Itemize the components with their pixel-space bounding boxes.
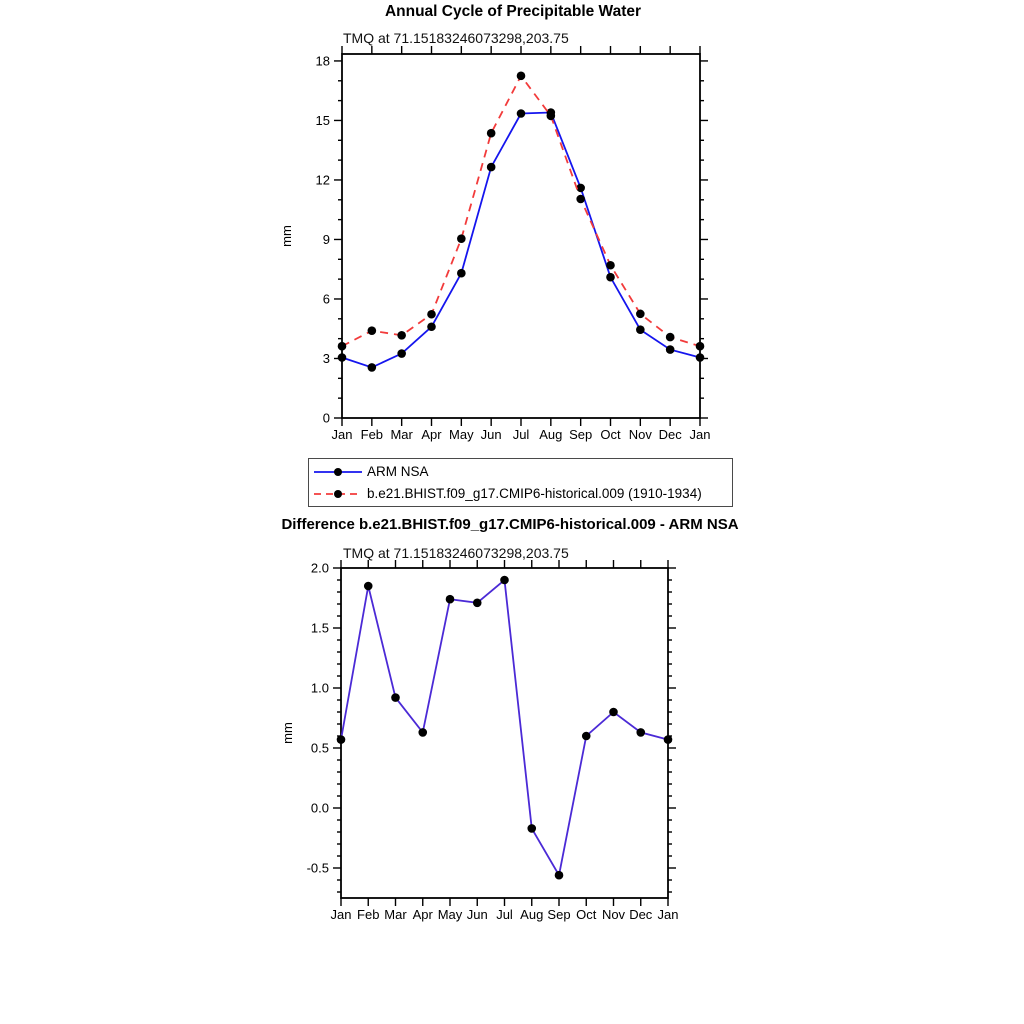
y-tick-label: 1.0: [310, 680, 329, 696]
data-point-marker: [606, 273, 615, 282]
axes: [334, 46, 708, 426]
x-tick-label: May: [449, 427, 474, 442]
y-tick-label: 18: [315, 53, 330, 69]
data-point-marker: [576, 184, 585, 193]
y-tick-label: 1.5: [310, 620, 329, 636]
data-point-marker: [368, 326, 377, 335]
data-point-marker: [487, 129, 496, 138]
y-tick-label: 0: [322, 410, 330, 426]
data-point-marker: [696, 353, 705, 362]
legend-swatch-blue-solid-line: [312, 464, 364, 480]
x-tick-label: Jan: [689, 427, 711, 442]
y-tick-label: 0.5: [310, 740, 329, 756]
data-point-marker: [473, 599, 482, 608]
y-tick-label: 3: [322, 350, 330, 366]
x-tick-label: Jan: [657, 907, 679, 922]
data-point-marker: [364, 582, 373, 591]
axes: [333, 560, 676, 906]
series-line: [341, 580, 668, 875]
x-tick-label: Jul: [496, 907, 513, 922]
data-point-marker: [457, 269, 466, 278]
x-tick-label: Oct: [576, 907, 597, 922]
legend-marker-dot: [334, 490, 342, 498]
data-point-marker: [636, 728, 645, 737]
data-point-marker: [576, 195, 585, 204]
x-tick-label: May: [437, 907, 463, 922]
x-tick-label: Feb: [357, 907, 380, 922]
data-point-marker: [500, 576, 509, 585]
series-line: [342, 113, 700, 368]
x-tick-label: Apr: [421, 427, 442, 442]
x-tick-label: Jun: [466, 907, 488, 922]
data-point-marker: [427, 310, 436, 319]
data-point-marker: [397, 331, 406, 340]
data-point-marker: [337, 735, 346, 744]
data-point-marker: [397, 349, 406, 358]
data-point-marker: [368, 363, 377, 372]
legend-swatch-red-dashed-line: [312, 486, 364, 502]
x-tick-label: Nov: [601, 907, 626, 922]
difference-plot: [280, 560, 678, 922]
x-tick-label: Mar: [384, 907, 407, 922]
data-point-marker: [391, 693, 400, 702]
x-tick-label: Aug: [520, 907, 544, 922]
x-tick-label: Oct: [600, 427, 621, 442]
x-tick-label: Jun: [480, 427, 502, 442]
x-tick-label: Apr: [412, 907, 433, 922]
legend-item-model: [309, 483, 732, 505]
x-tick-label: Sep: [547, 907, 571, 922]
series-difference: [337, 576, 673, 880]
data-point-marker: [582, 732, 591, 741]
y-tick-label: -0.5: [306, 860, 329, 876]
data-point-marker: [666, 345, 675, 354]
data-point-marker: [427, 322, 436, 331]
data-point-marker: [338, 342, 347, 351]
data-point-marker: [547, 112, 556, 121]
data-point-marker: [446, 595, 455, 604]
x-tick-label: Jan: [331, 427, 353, 442]
x-tick-label: Feb: [360, 427, 384, 442]
y-tick-label: 6: [322, 291, 330, 307]
data-point-marker: [338, 353, 347, 362]
data-point-marker: [555, 871, 564, 880]
legend-label-model: b.e21.BHIST.f09_g17.CMIP6-historical.009 (1910-1934): [367, 486, 702, 501]
chart2-subtitle: TMQ at 71.15183246073298,203.75: [343, 545, 569, 561]
y-tick-label: 0.0: [310, 800, 329, 816]
data-point-marker: [527, 824, 536, 833]
x-tick-label: Mar: [390, 427, 413, 442]
y-tick-label: 2.0: [310, 560, 329, 576]
data-point-marker: [696, 342, 705, 351]
chart1-title: Annual Cycle of Precipitable Water: [384, 3, 642, 20]
y-tick-label: 15: [315, 112, 330, 128]
x-tick-label: Dec: [658, 427, 682, 442]
x-tick-label: Jul: [512, 427, 530, 442]
data-point-marker: [418, 728, 427, 737]
y-axis-title: mm: [280, 722, 295, 744]
chart2-title: Difference b.e21.BHIST.f09_g17.CMIP6-historical.009 - ARM NSA: [281, 516, 739, 533]
data-point-marker: [457, 234, 466, 243]
data-point-marker: [636, 325, 645, 334]
legend-label-arm-nsa: ARM NSA: [367, 464, 429, 479]
data-point-marker: [517, 72, 526, 81]
data-point-marker: [606, 261, 615, 270]
data-point-marker: [609, 708, 618, 717]
data-point-marker: [666, 333, 675, 342]
series-arm-nsa: [338, 108, 705, 371]
x-tick-label: Aug: [539, 427, 563, 442]
legend-marker-dot: [334, 468, 342, 476]
y-axis-title: mm: [279, 225, 294, 247]
data-point-marker: [517, 109, 526, 118]
data-point-marker: [487, 163, 496, 172]
x-tick-label: Nov: [628, 427, 652, 442]
chart1-subtitle: TMQ at 71.15183246073298,203.75: [343, 30, 569, 46]
axis-labels: [279, 53, 710, 442]
legend-item-arm-nsa: [309, 461, 732, 483]
annual-cycle-plot: [279, 46, 710, 442]
x-tick-label: Jan: [330, 907, 352, 922]
y-tick-label: 12: [315, 172, 330, 188]
legend-box: [308, 458, 733, 507]
x-tick-label: Dec: [629, 907, 653, 922]
y-tick-label: 9: [322, 231, 330, 247]
data-point-marker: [636, 310, 645, 319]
data-point-marker: [664, 735, 673, 744]
x-tick-label: Sep: [569, 427, 593, 442]
